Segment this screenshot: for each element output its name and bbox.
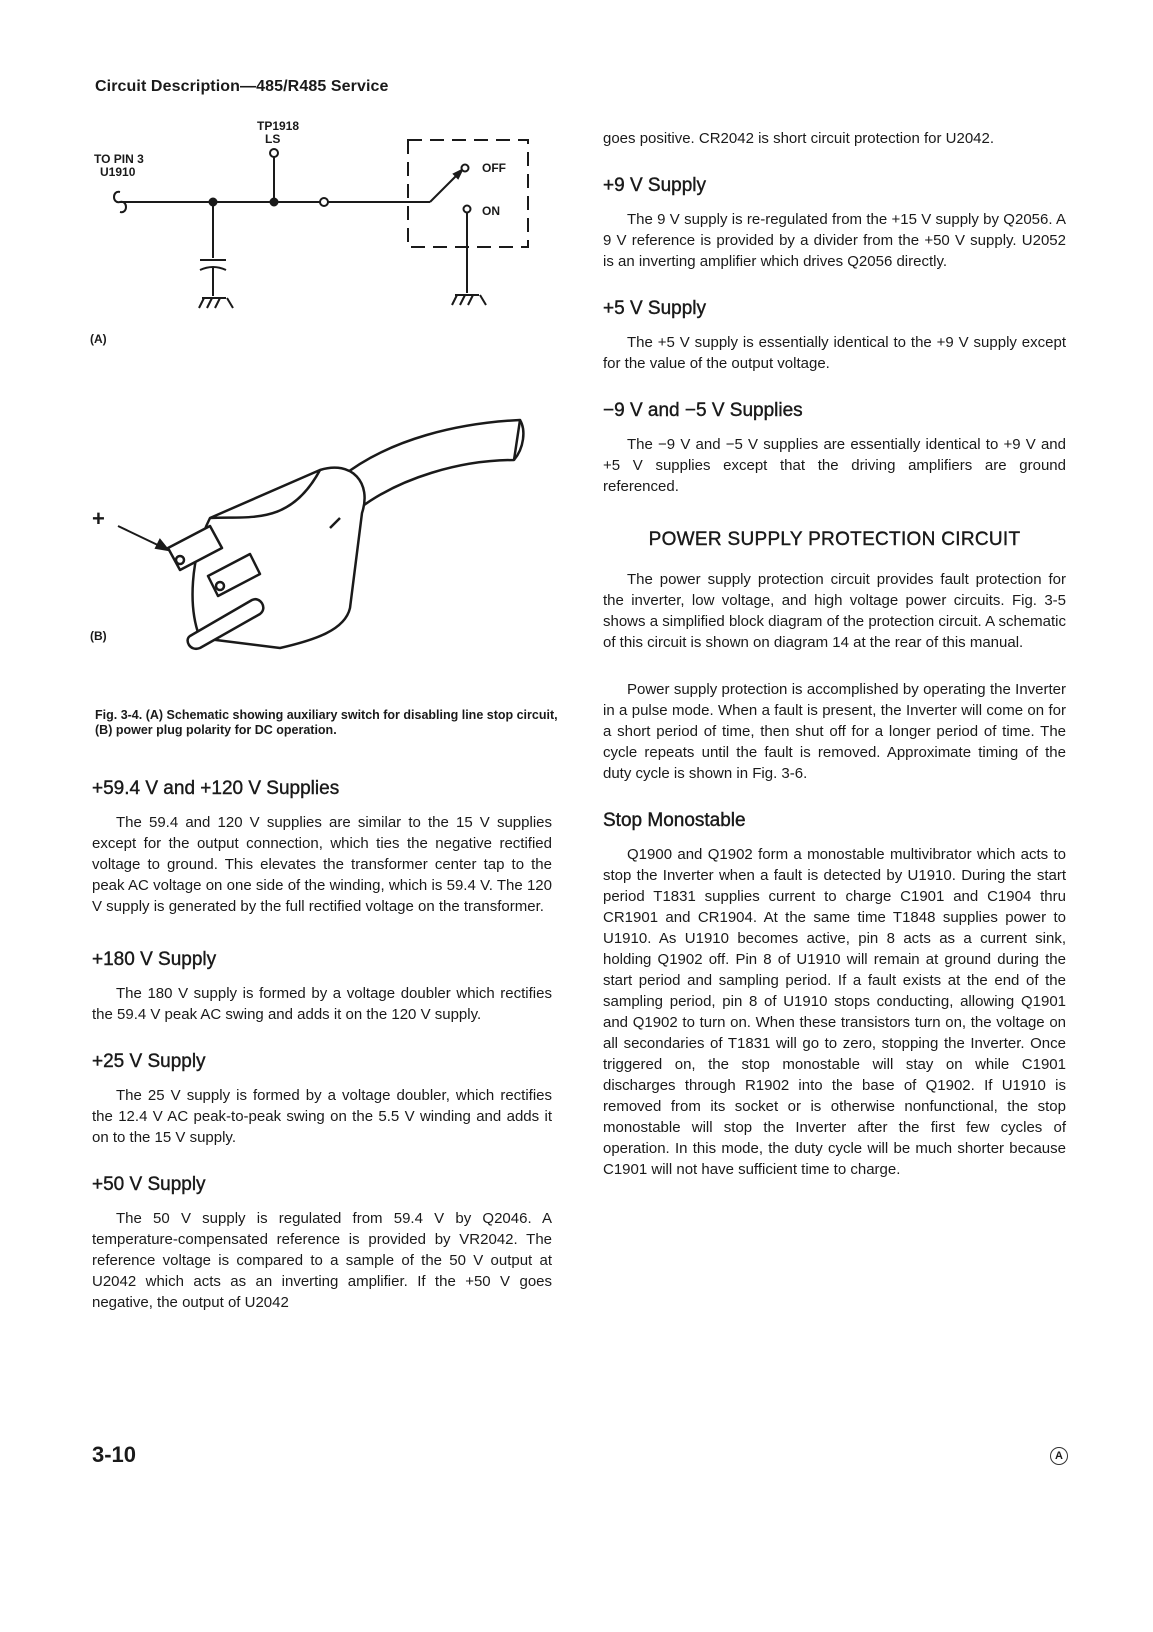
paragraph-continuation: goes positive. CR2042 is short circuit protection for U2042. [603,130,995,147]
paragraph-protection-2: Power supply protection is accomplished by operating the Inverter in a pulse mode. When a fault is present, the Inverter will come on for a short period of time, then shut off for a longer period of time. The cycle repeats until the fault is removed. Approximate timing of the duty cycle is shown in Fig. 3-6. [603,681,1066,782]
off-label: OFF [482,161,506,175]
figure-b-power-plug [90,408,570,698]
figure-caption: Fig. 3-4. (A) Schematic showing auxiliary switch for disabling line stop circuit, (B) power plug polarity for DC operation. [95,708,558,737]
section-heading-5v: +5 V Supply [603,298,706,319]
paragraph-5v: The +5 V supply is essentially identical to the +9 V supply except for the value of the output voltage. [603,334,1066,372]
section-heading-25v: +25 V Supply [92,1051,206,1072]
on-label: ON [482,204,500,218]
figure-a-schematic [90,118,570,368]
running-header: Circuit Description—485/R485 Service [95,78,389,95]
section-heading-59v-120v: +59.4 V and +120 V Supplies [92,778,340,799]
u1910-label: U1910 [100,165,136,179]
paragraph-9v: The 9 V supply is re-regulated from the +15 V supply by Q2056. A 9 V reference is provided by a divider from the +50 V supply. U2052 is an inverting amplifier which drives Q2056 directly. [603,211,1066,270]
page-number: 3-10 [92,1442,137,1467]
section-heading-stop-monostable: Stop Monostable [603,810,746,831]
paragraph-stop-monostable: Q1900 and Q1902 form a monostable multivibrator which acts to stop the Inverter when a fault is detected by U1910. During the start period T1831 supplies current to charge C1901 and C1904 thru CR1901 and CR1904. At the same time T1848 supplies power to U1910. As U1910 becomes active, pin 8 acts as a current sink, holding Q1902 off. Pin 8 of U1910 will remain at ground during the start period and sampling period. If a fault exists at the end of the sampling period, pin 8 of U1910 stops conducting, allowing Q1901 and Q1902 to turn on. When these transistors turn on, the voltage on all secondaries of T1831 will go to zero, stopping the Inverter. Once triggered on, the stop monostable will stay on while C1901 discharges through R1902 into the base of Q1902. If U1910 is removed from its socket or is otherwise nonfunctional, the stop monostable will stop the Inverter after the first few cycles of operation. In this mode, the duty cycle will be much shorter because C1901 will not have sufficient time to charge. [603,846,1066,1178]
paragraph-180v: The 180 V supply is formed by a voltage doubler which rectifies the 59.4 V peak AC swing and adds it on the 120 V supply. [92,985,552,1023]
figure-b-label: (B) [90,629,107,643]
ls-label: LS [265,132,281,146]
figure-a-label: (A) [90,332,107,346]
paragraph-59v-120v: The 59.4 and 120 V supplies are similar to the 15 V supplies except for the output connection, which ties the negative rectified voltage to ground. This elevates the transformer center tap to the peak AC voltage on one side of the winding, which is 59.4 V. The 120 V supply is generated by the full rectified voltage on the transformer. [92,814,552,915]
left-column [92,778,552,1313]
revision-mark: A [1050,1447,1068,1465]
plus-label: + [92,506,105,531]
section-heading-protection-circuit: POWER SUPPLY PROTECTION CIRCUIT [648,529,1021,550]
paragraph-25v: The 25 V supply is formed by a voltage doubler, which rectifies the 12.4 V AC peak-to-peak swing on the 5.5 V winding and adds it on to the 15 V supply. [92,1087,552,1146]
tp1918-label: TP1918 [257,119,300,133]
right-column [603,128,1066,1180]
section-heading-9v: +9 V Supply [603,175,706,196]
paragraph-protection-1: The power supply protection circuit provides fault protection for the inverter, low voltage, and high voltage power circuits. Fig. 3-5 shows a simplified block diagram of the protection circuit. A schematic of this circuit is shown on diagram 14 at the rear of this manual. [603,571,1066,651]
paragraph-50v: The 50 V supply is regulated from 59.4 V by Q2046. A temperature-compensated reference is provided by VR2042. The reference voltage is compared to a sample of the 50 V output at U2042 which acts as an inverting amplifier. If the +50 V goes negative, the output of U2042 [92,1210,552,1311]
paragraph-negative-supplies: The −9 V and −5 V supplies are essentially identical to +9 V and +5 V supplies except that the driving amplifiers are ground referenced. [603,436,1066,495]
section-heading-180v: +180 V Supply [92,949,217,970]
section-heading-50v: +50 V Supply [92,1174,206,1195]
section-heading-negative-supplies: −9 V and −5 V Supplies [603,400,803,421]
to-pin-label: TO PIN 3 [94,152,144,166]
